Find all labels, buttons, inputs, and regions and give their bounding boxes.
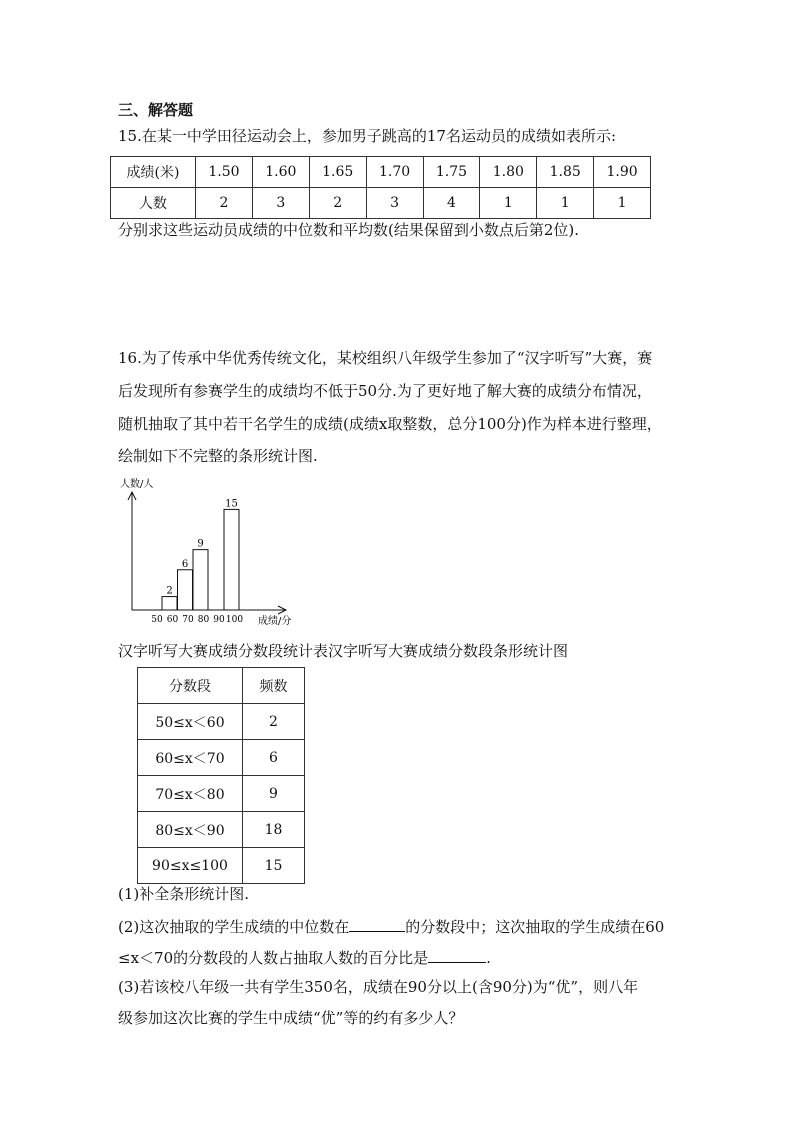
- table-row: [111, 188, 651, 219]
- y-axis-label: 人数/人: [120, 479, 154, 490]
- table-cell: 3: [366, 188, 423, 219]
- table-cell: 2: [196, 188, 253, 219]
- table-cell: 1.65: [309, 157, 366, 188]
- table-cell: 90≤x≤100: [138, 848, 243, 884]
- table-row: [138, 740, 305, 776]
- bar-chart: [118, 478, 308, 633]
- x-axis-label: 成绩/分: [258, 616, 292, 627]
- table-cell: 1.75: [423, 157, 480, 188]
- answer-blank[interactable]: [349, 915, 405, 932]
- bar-data-label: 6: [181, 558, 189, 570]
- table-cell: 1.50: [196, 157, 253, 188]
- q15-question: 分别求这些运动员成绩的中位数和平均数(结果保留到小数点后第2位).: [118, 221, 580, 239]
- table-cell: 1.70: [366, 157, 423, 188]
- x-tick-label: 100: [225, 615, 244, 625]
- q16-sub-3-line-1: (3)若该校八年级一共有学生350名，成绩在90分以上(含90分)为“优”，则八年: [118, 978, 639, 996]
- q16-sub-2-text-a: (2)这次抽取的学生成绩的中位数在: [118, 918, 350, 936]
- q16-line-1: 16.为了传承中华优秀传统文化，某校组织八年级学生参加了“汉字听写”大赛，赛: [118, 349, 653, 367]
- table-cell: 2: [243, 704, 305, 740]
- bar-60-70: [178, 570, 193, 610]
- x-ticks-group: [151, 615, 243, 625]
- q16-line-3: 随机抽取了其中若干名学生的成绩(成绩x取整数，总分100分)作为样本进行整理，: [118, 415, 662, 433]
- table-cell: 4: [423, 188, 480, 219]
- q16-frequency-table: [137, 667, 305, 884]
- q16-line-2: 后发现所有参赛学生的成绩均不低于50分.为了更好地了解大赛的成绩分布情况，: [118, 382, 652, 400]
- table-row-header: 成绩(米): [111, 157, 196, 188]
- table-cell: 1.80: [480, 157, 537, 188]
- table-cell: 70≤x＜80: [138, 776, 243, 812]
- table-cell: 15: [243, 848, 305, 884]
- table-cell: 1: [537, 188, 594, 219]
- bar-data-label: 9: [197, 538, 204, 550]
- q15-prompt: 15.在某一中学田径运动会上，参加男子跳高的17名运动员的成绩如表所示:: [118, 127, 616, 145]
- table-cell: 1: [594, 188, 651, 219]
- bars-group: [162, 498, 239, 610]
- table-cell: 3: [252, 188, 309, 219]
- table-cell: 18: [243, 812, 305, 848]
- bar-50-60: [162, 597, 177, 610]
- table-cell: 1.90: [594, 157, 651, 188]
- bar-90-100: [224, 509, 239, 610]
- answer-blank[interactable]: [428, 946, 486, 963]
- table-row: [111, 157, 651, 188]
- table-cell: 1: [480, 188, 537, 219]
- x-tick-label: 70: [182, 615, 194, 625]
- x-tick-label: 90: [213, 615, 225, 625]
- q16-sub-2-text-c: ≤x＜70的分数段的人数占抽取人数的百分比是: [118, 949, 429, 967]
- x-tick-label: 50: [151, 615, 163, 625]
- table-header-row: [138, 668, 305, 704]
- bar-data-label: 2: [166, 585, 173, 597]
- q16-line-4: 绘制如下不完整的条形统计图.: [118, 447, 318, 465]
- q16-sub-2-end: .: [486, 949, 491, 967]
- column-header: 分数段: [138, 668, 243, 704]
- table-cell: 50≤x＜60: [138, 704, 243, 740]
- q16-caption: 汉字听写大赛成绩分数段统计表汉字听写大赛成绩分数段条形统计图: [118, 642, 569, 660]
- table-row: [138, 848, 305, 884]
- column-header: 频数: [243, 668, 305, 704]
- table-cell: 2: [309, 188, 366, 219]
- table-cell: 9: [243, 776, 305, 812]
- table-cell: 80≤x＜90: [138, 812, 243, 848]
- bar-data-label: 15: [225, 498, 238, 510]
- q16-sub-2-line-1: [118, 915, 664, 937]
- bar-70-80: [193, 550, 208, 610]
- q16-sub-2-line-2: [118, 946, 491, 968]
- q16-sub-3-line-2: 级参加这次比赛的学生中成绩“优”等的约有多少人？: [118, 1009, 464, 1027]
- table-cell: 60≤x＜70: [138, 740, 243, 776]
- x-tick-label: 60: [166, 615, 179, 625]
- table-cell: 1.85: [537, 157, 594, 188]
- table-row-header: 人数: [111, 188, 196, 219]
- table-row: [138, 704, 305, 740]
- table-row: [138, 812, 305, 848]
- q15-score-table: [110, 156, 651, 219]
- section-heading: 三、解答题: [118, 101, 194, 119]
- table-cell: 6: [243, 740, 305, 776]
- q16-sub-1: (1)补全条形统计图.: [118, 885, 250, 903]
- q16-sub-2-text-b: 的分数段中；这次抽取的学生成绩在60: [405, 918, 665, 936]
- x-tick-label: 80: [197, 615, 210, 625]
- table-cell: 1.60: [252, 157, 309, 188]
- table-row: [138, 776, 305, 812]
